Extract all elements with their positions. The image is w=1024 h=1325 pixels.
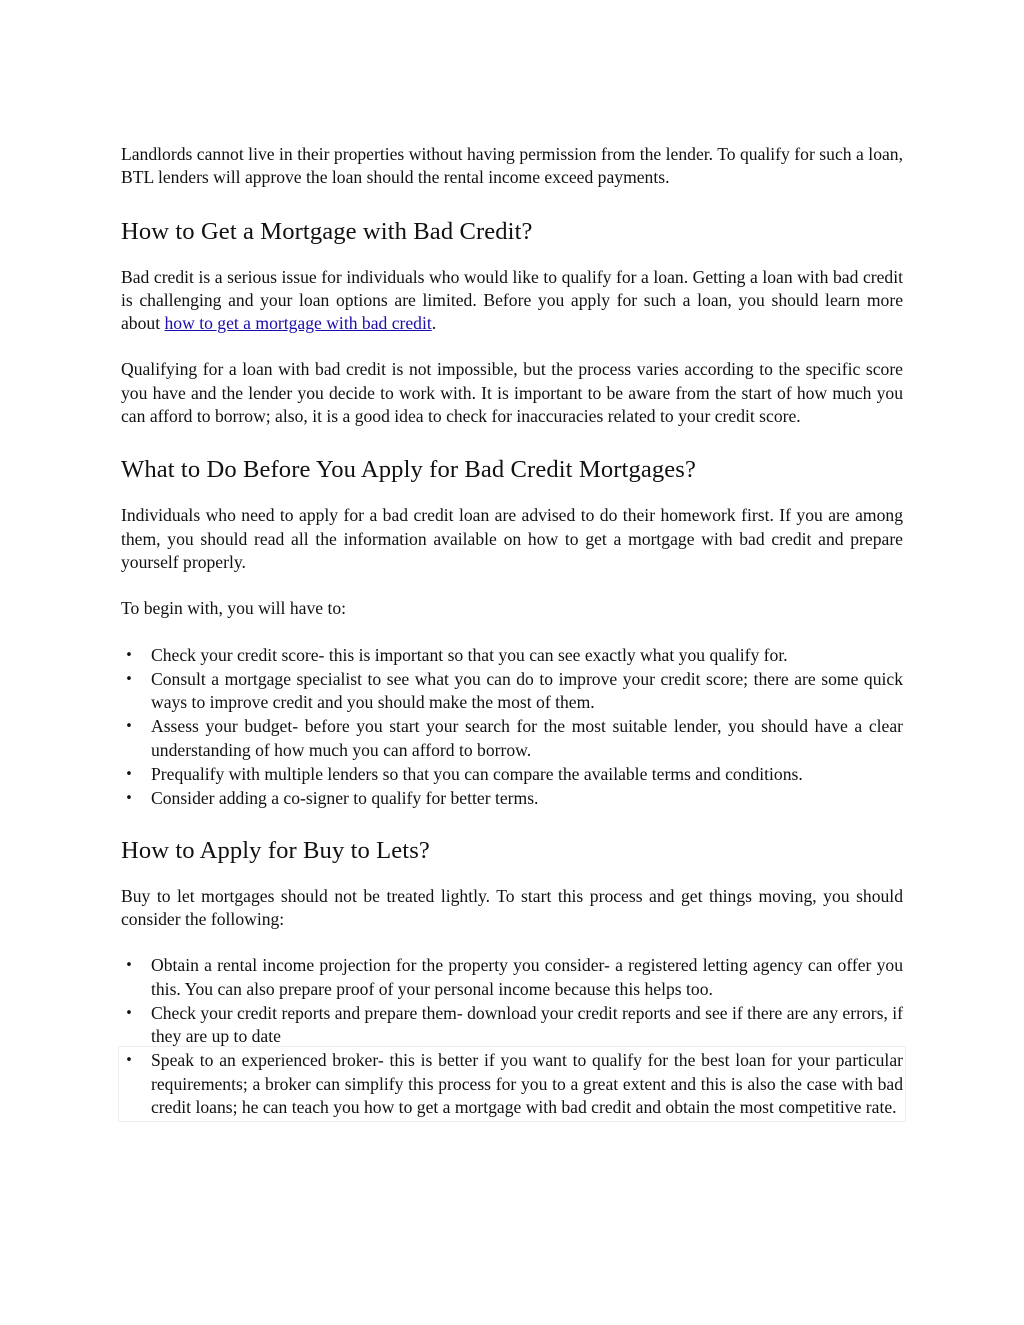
bad-credit-text-after-link: . <box>431 313 437 334</box>
bullet-icon: • <box>125 719 133 735</box>
bullet-icon: • <box>125 791 133 807</box>
heading-before-apply: What to Do Before You Apply for Bad Credit Mortgages? <box>121 456 696 484</box>
heading-bad-credit: How to Get a Mortgage with Bad Credit? <box>121 217 533 245</box>
bad-credit-paragraph-2: Qualifying for a loan with bad credit is not impossible, but the process varies according to the specific score you have and the lender you decide to work with. It is important to be aware from the start of how much you can afford to borrow; also, it is a good idea to check for inaccuracies related to your credit score. <box>121 359 903 427</box>
before-apply-list <box>121 644 903 811</box>
list-item-text: Check your credit score- this is important so that you can see exactly what you qualify for. <box>151 644 788 665</box>
list-item-text: Check your credit reports and prepare them- download your credit reports and see if there are any errors, if they are up to date <box>151 1002 903 1047</box>
list-item <box>121 1002 903 1049</box>
buy-to-let-list <box>121 954 903 1119</box>
heading-buy-to-let: How to Apply for Buy to Lets? <box>121 836 430 864</box>
before-apply-paragraph-2: To begin with, you will have to: <box>121 598 347 619</box>
list-item-text: Assess your budget- before you start your search for the most suitable lender, you should have a clear understanding of how much you can afford to borrow. <box>151 716 903 760</box>
list-item <box>121 644 903 667</box>
intro-paragraph: Landlords cannot live in their properties without having permission from the lender. To qualify for such a loan, BTL lenders will approve the loan should the rental income exceed payments. <box>121 144 903 188</box>
list-item-text: Consider adding a co-signer to qualify for better terms. <box>151 788 539 809</box>
list-item-text: Speak to an experienced broker- this is better if you want to qualify for the best loan for your particular requirements; a broker can simplify this process for you to a great extent and this is also the case with bad credit loans; he can teach you how to get a mortgage with bad credit and obtain the most competitive rate. <box>151 1050 903 1118</box>
document-page <box>121 143 903 1119</box>
list-item <box>121 787 903 810</box>
bullet-icon: • <box>125 647 133 663</box>
before-apply-paragraph-1: Individuals who need to apply for a bad credit loan are advised to do their homework first. If you are among them, you should read all the information available on how to get a mortgage with bad credit and prepare yourself properly. <box>121 505 903 572</box>
bullet-icon: • <box>125 767 133 783</box>
bad-credit-text-before-link: Bad credit is a serious issue for individuals who would like to qualify for a loan. Getting a loan with bad credit is challenging and your loan options are limited. Before you apply for such a loan, you should learn more about <box>121 266 903 334</box>
bad-credit-mortgage-link[interactable]: how to get a mortgage with bad credit <box>164 313 432 334</box>
list-item <box>121 1049 903 1119</box>
bullet-icon: • <box>125 958 133 974</box>
list-item <box>121 668 903 715</box>
bullet-icon: • <box>125 1053 133 1069</box>
list-item-text: Obtain a rental income projection for the property you consider- a registered letting agency can offer you this. You can also prepare proof of your personal income because this helps too. <box>151 955 903 999</box>
list-item <box>121 715 903 762</box>
bullet-icon: • <box>125 1005 133 1021</box>
bullet-icon: • <box>125 671 133 687</box>
list-item <box>121 763 903 786</box>
buy-to-let-paragraph-1: Buy to let mortgages should not be treated lightly. To start this process and get things moving, you should consider the following: <box>121 885 903 929</box>
bad-credit-paragraph-1 <box>121 266 903 336</box>
list-item-text: Consult a mortgage specialist to see what you can do to improve your credit score; there are some quick ways to improve credit and you should make the most of them. <box>151 668 903 713</box>
list-item-text: Prequalify with multiple lenders so that you can compare the available terms and conditions. <box>151 764 803 785</box>
list-item <box>121 954 903 1001</box>
